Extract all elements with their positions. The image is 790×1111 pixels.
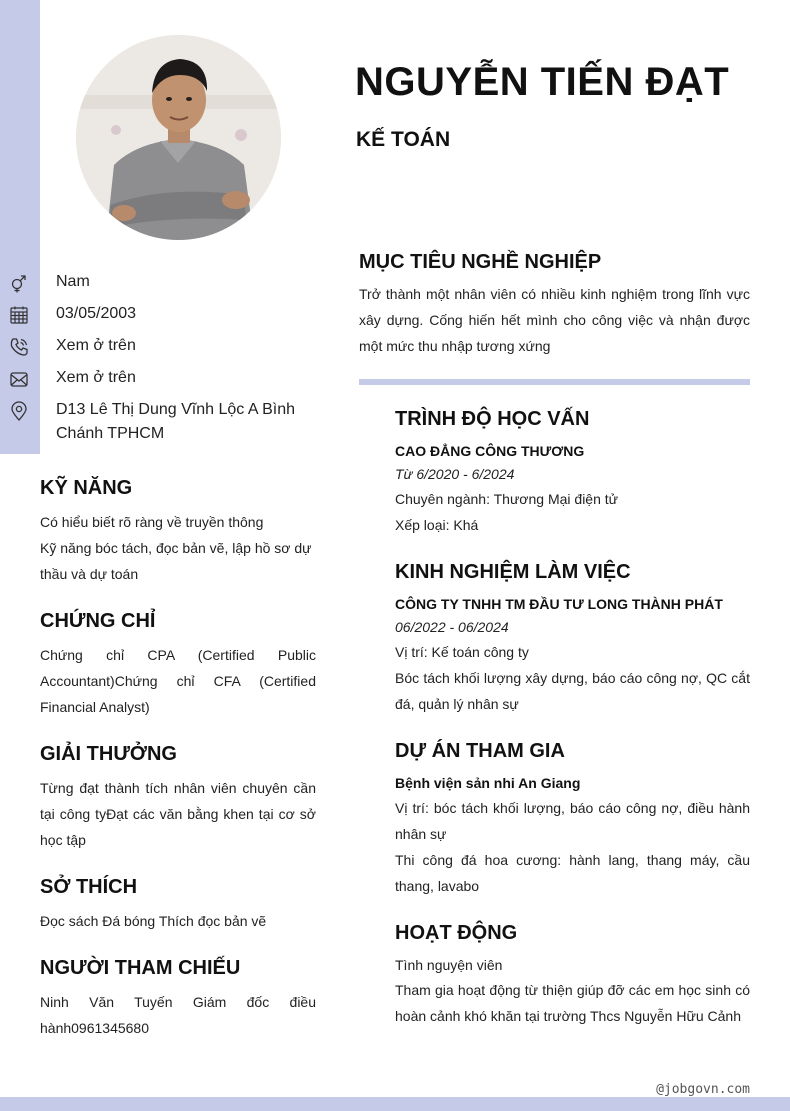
- experience-position: Vị trí: Kế toán công ty: [395, 644, 529, 660]
- phone-value: Xem ở trên: [56, 337, 136, 354]
- skills-title: KỸ NĂNG: [40, 477, 133, 499]
- hobbies-text: Đọc sách Đá bóng Thích đọc bản vẽ: [40, 913, 267, 929]
- activity-line: Tham gia hoạt động từ thiện giúp đỡ các em học sinh có hoàn cảnh khó khăn tại trường Thcs Nguyễn Hữu Cảnh: [395, 982, 750, 1024]
- hobbies-title: SỞ THÍCH: [40, 876, 138, 898]
- education-rank: Xếp loại: Khá: [395, 517, 479, 533]
- profile-photo: [76, 35, 281, 240]
- project-work: Thi công đá hoa cương: hành lang, thang máy, cầu thang, lavabo: [395, 852, 750, 894]
- project-name: Bệnh viện sản nhi An Giang: [395, 775, 581, 791]
- watermark: @jobgovn.com: [656, 1082, 750, 1097]
- project-role: Vị trí: bóc tách khối lượng, báo cáo công nợ, điều hành nhân sự: [395, 800, 750, 842]
- experience-title: KINH NGHIỆM LÀM VIỆC: [395, 561, 631, 583]
- skills-line: Kỹ năng bóc tách, đọc bản vẽ, lập hồ sơ dự thầu và dự toán: [40, 540, 312, 582]
- references-title: NGƯỜI THAM CHIẾU: [40, 957, 241, 979]
- section-divider: [359, 379, 750, 385]
- education-period: Từ 6/2020 - 6/2024: [395, 466, 515, 482]
- experience-description: Bóc tách khối lượng xây dựng, báo cáo công nợ, QC cắt đá, quản lý nhân sự: [395, 670, 750, 712]
- projects-title: DỰ ÁN THAM GIA: [395, 740, 565, 762]
- certificates-title: CHỨNG CHỈ: [40, 610, 156, 632]
- education-major: Chuyên ngành: Thương Mại điện tử: [395, 491, 619, 507]
- references-text: Ninh Văn Tuyến Giám đốc điều hành0961345680: [40, 994, 316, 1036]
- birthday-value: 03/05/2003: [56, 305, 137, 322]
- education-school: CAO ĐẲNG CÔNG THƯƠNG: [395, 443, 585, 459]
- calendar-icon: [9, 305, 29, 325]
- full-name: NGUYỄN TIẾN ĐẠT: [355, 60, 730, 104]
- footer-accent-band: [0, 1097, 790, 1111]
- job-title: KẾ TOÁN: [356, 128, 451, 151]
- education-title: TRÌNH ĐỘ HỌC VẤN: [395, 408, 590, 430]
- objective-title: MỤC TIÊU NGHỀ NGHIỆP: [359, 251, 602, 273]
- skills-line: Có hiểu biết rõ ràng về truyền thông: [40, 514, 264, 530]
- awards-text: Từng đạt thành tích nhân viên chuyên cần tại công tyĐạt các văn bằng khen tại cơ sở học tập: [40, 780, 316, 848]
- mail-icon: [9, 369, 29, 389]
- activity-line: Tình nguyện viên: [395, 957, 503, 973]
- activities-title: HOẠT ĐỘNG: [395, 922, 518, 944]
- address-value: D13 Lê Thị Dung Vĩnh Lộc A Bình Chánh TPHCM: [56, 401, 295, 442]
- avatar: [76, 35, 281, 240]
- gender-icon: [9, 273, 29, 293]
- certificates-text: Chứng chỉ CPA (Certified Public Accountant)Chứng chỉ CFA (Certified Financial Analyst): [40, 647, 316, 715]
- phone-icon: [9, 337, 29, 357]
- location-pin-icon: [9, 401, 29, 421]
- experience-company: CÔNG TY TNHH TM ĐẦU TƯ LONG THÀNH PHÁT: [395, 596, 723, 612]
- objective-text: Trở thành một nhân viên có nhiều kinh nghiệm trong lĩnh vực xây dựng. Cống hiến hết mình cho công việc và nhận được một mức thu nhập tương xứng: [359, 286, 750, 354]
- experience-period: 06/2022 - 06/2024: [395, 619, 509, 635]
- awards-title: GIẢI THƯỞNG: [40, 743, 177, 765]
- email-value: Xem ở trên: [56, 369, 136, 386]
- gender-value: Nam: [56, 273, 90, 290]
